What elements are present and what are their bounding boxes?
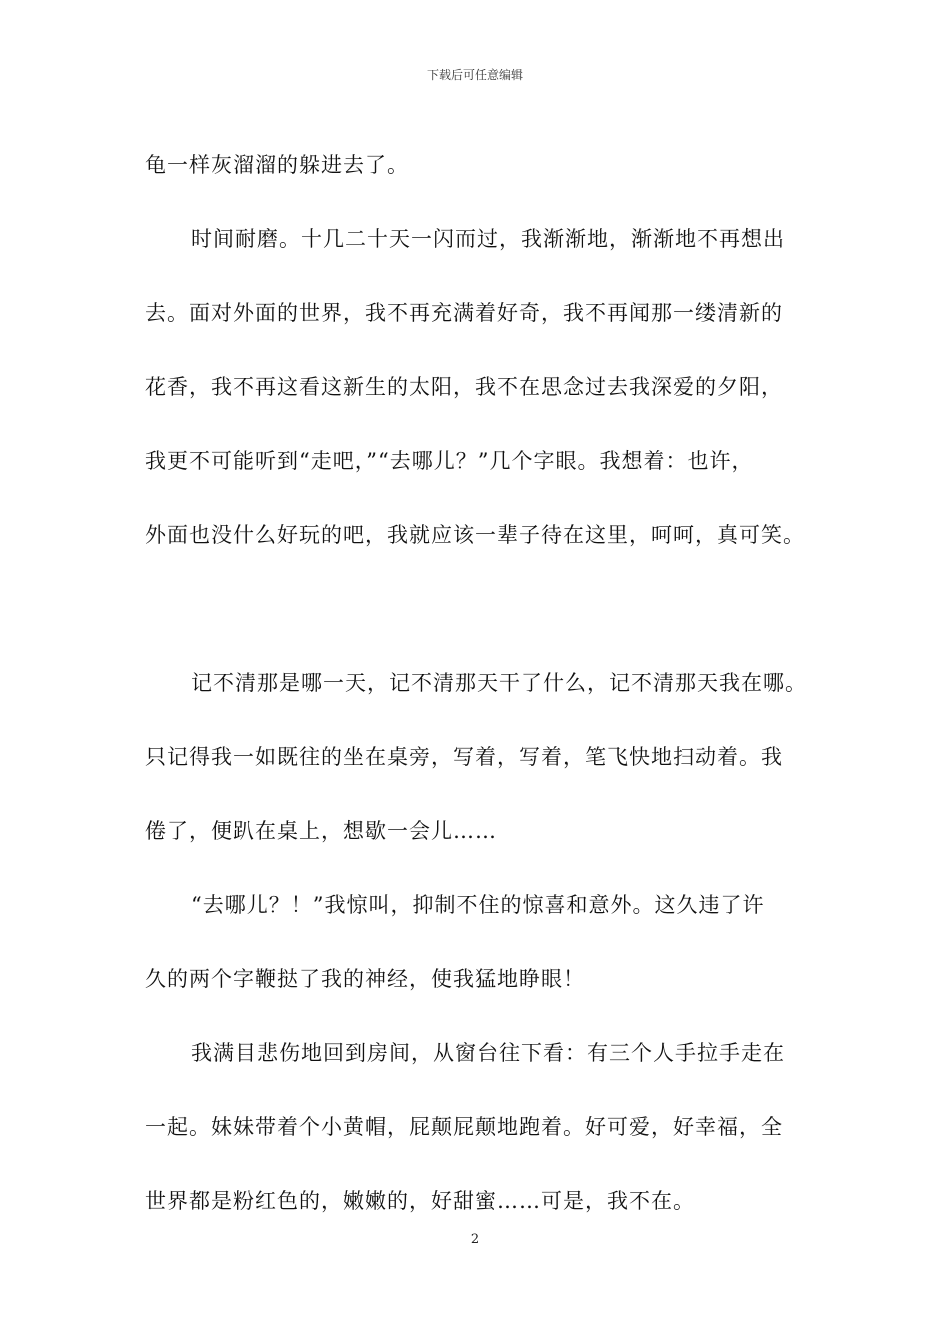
text-line: “去哪儿？！”我惊叫，抑制不住的惊喜和意外。这久违了许 — [191, 893, 765, 917]
paragraph-gap — [145, 572, 820, 646]
text-line: 世界都是粉红色的，嫩嫩的，好甜蜜……可是，我不在。 — [145, 1189, 695, 1213]
page-header: 下载后可任意编辑 — [426, 68, 523, 82]
page-number: 2 — [470, 1232, 480, 1247]
text-line: 久的两个字鞭挞了我的神经，使我猛地睁眼！ — [145, 967, 585, 991]
paragraph-3 — [145, 646, 820, 868]
paragraph-4 — [145, 868, 820, 1016]
paragraph-2 — [145, 202, 820, 572]
text-line: 时间耐磨。十几二十天一闪而过，我渐渐地，渐渐地不再想出 — [191, 227, 785, 251]
document-body — [145, 128, 820, 1238]
text-line: 只记得我一如既往的坐在桌旁，写着，写着，笔飞快地扫动着。我 — [145, 745, 783, 769]
text-line: 我满目悲伤地回到房间，从窗台往下看：有三个人手拉手走在 — [191, 1041, 785, 1065]
text-line: 记不清那是哪一天，记不清那天干了什么，记不清那天我在哪。 — [191, 671, 807, 695]
paragraph-5 — [145, 1016, 820, 1238]
text-line: 外面也没什么好玩的吧，我就应该一辈子待在这里，呵呵，真可笑。 — [145, 523, 805, 547]
text-line: 我更不可能听到“走吧，”“去哪儿？”几个字眼。我想着：也许， — [145, 449, 754, 473]
text-line: 龟一样灰溜溜的躲进去了。 — [145, 153, 409, 177]
paragraph-1 — [145, 128, 820, 202]
text-line: 倦了，便趴在桌上，想歇一会儿…… — [145, 819, 497, 843]
text-line: 一起。妹妹带着个小黄帽，屁颠屁颠地跑着。好可爱，好幸福，全 — [145, 1115, 783, 1139]
text-line: 花香，我不再这看这新生的太阳，我不在思念过去我深爱的夕阳， — [145, 375, 783, 399]
text-line: 去。面对外面的世界，我不再充满着好奇，我不再闻那一缕清新的 — [145, 301, 783, 325]
